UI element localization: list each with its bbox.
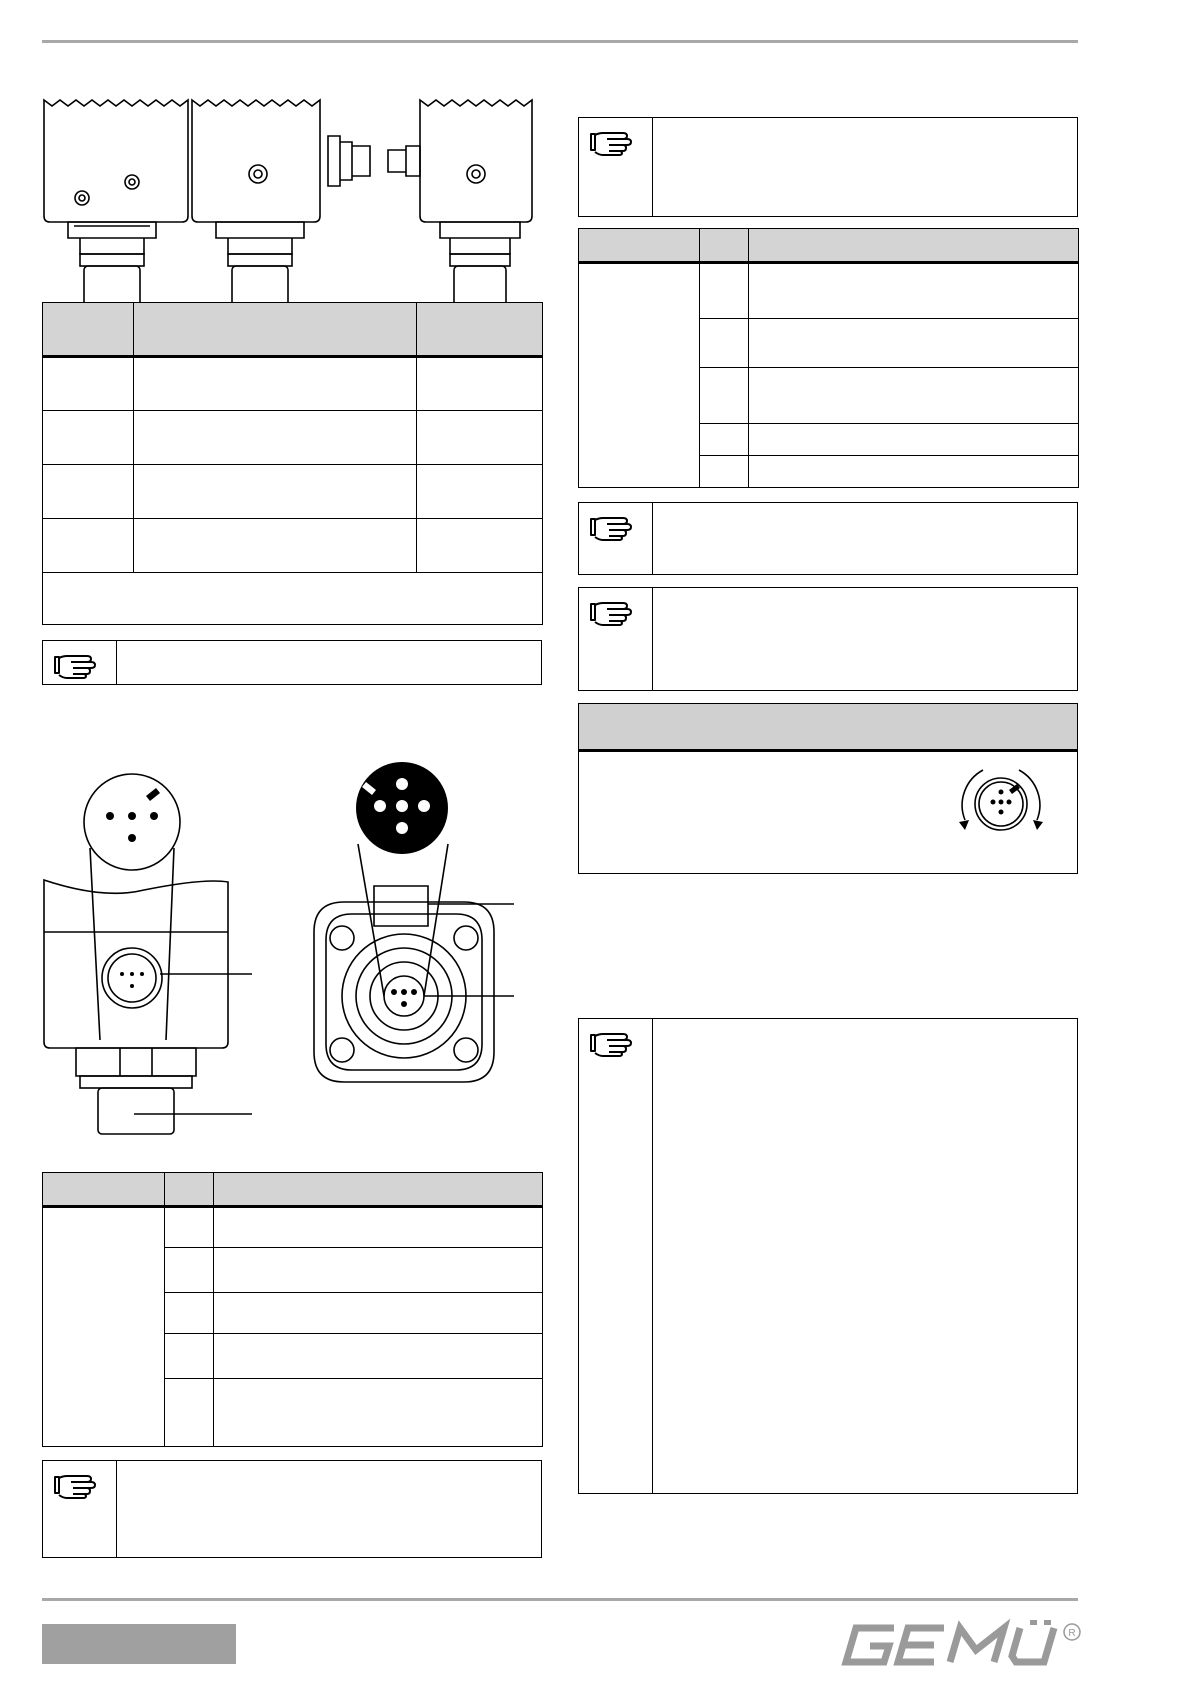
variant-table-header-cell — [134, 303, 417, 357]
rotation-info-box — [578, 703, 1078, 874]
pin-assignment-table-left — [42, 1172, 543, 1447]
pointing-hand-note-icon — [589, 1027, 637, 1057]
pointing-hand-note-icon — [589, 511, 637, 541]
pointing-hand-note-icon — [53, 649, 101, 679]
rotation-arrow-icon — [959, 820, 969, 830]
table-footnote-row — [43, 573, 543, 625]
pin-assignment-table-right — [578, 228, 1079, 488]
rotation-info-header — [579, 704, 1077, 752]
pin-table-header-cell — [165, 1173, 214, 1207]
connector-rotation-diagram — [943, 766, 1059, 842]
connector-pinout-drawing-right — [300, 760, 540, 1140]
note-box — [578, 587, 1078, 691]
note-box — [42, 640, 542, 685]
table-row — [43, 1207, 543, 1248]
note-box — [578, 502, 1078, 575]
bottom-rule — [42, 1598, 1078, 1601]
page-number-tab — [42, 1624, 236, 1664]
table-row — [43, 411, 543, 465]
note-box — [578, 117, 1078, 217]
variant-table — [42, 302, 543, 625]
table-row — [43, 465, 543, 519]
pointing-hand-note-icon — [53, 1469, 101, 1499]
device-housing-drawings — [40, 96, 540, 296]
gemu-logo — [836, 1620, 1086, 1670]
pin-table-header-cell — [700, 229, 749, 263]
pin-table-header-cell — [214, 1173, 543, 1207]
rotation-arrow-icon — [1033, 820, 1043, 830]
note-box-large — [578, 1018, 1078, 1494]
variant-table-header-cell — [417, 303, 543, 357]
pin-table-header-cell — [43, 1173, 165, 1207]
top-rule — [42, 40, 1078, 43]
table-row — [579, 263, 1079, 319]
table-row — [43, 519, 543, 573]
pointing-hand-note-icon — [589, 596, 637, 626]
table-row — [43, 357, 543, 411]
variant-table-header-cell — [43, 303, 134, 357]
svg-text:R: R — [1068, 1628, 1076, 1639]
pin-table-header-cell — [579, 229, 700, 263]
note-box — [42, 1460, 542, 1558]
pin-table-header-cell — [749, 229, 1079, 263]
connector-pinout-drawing-left — [40, 760, 270, 1160]
pointing-hand-note-icon — [589, 126, 637, 156]
